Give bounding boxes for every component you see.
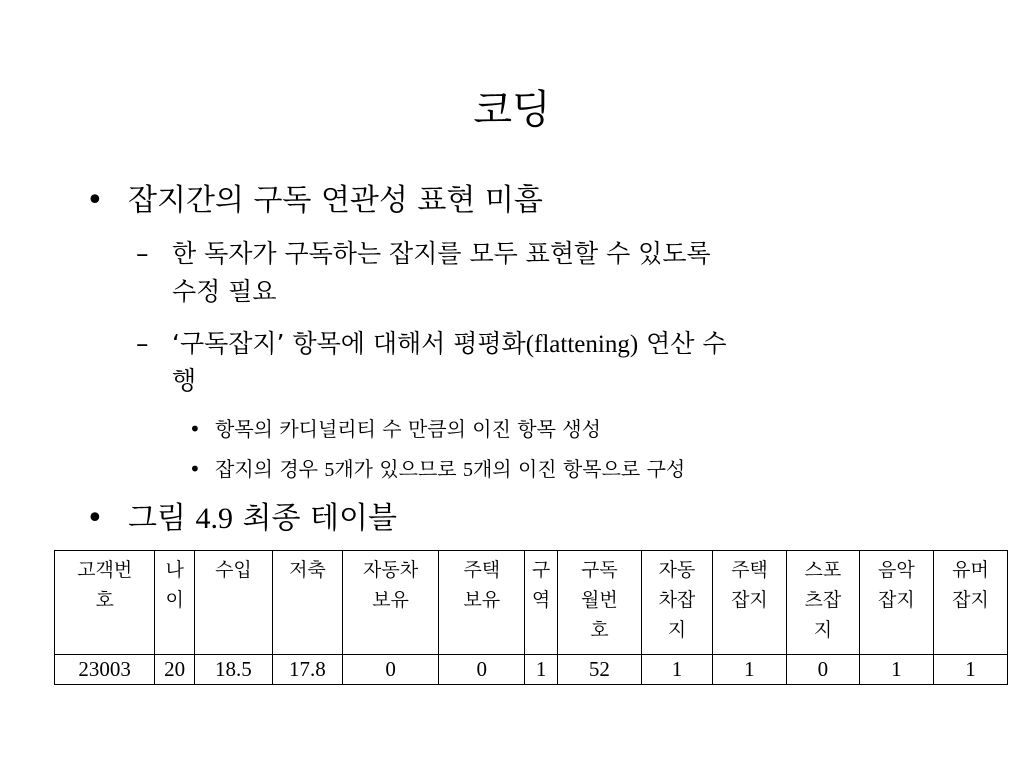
- table-header-cell: [557, 551, 641, 655]
- header-line: 잡지: [952, 589, 989, 611]
- header-line: 보유: [463, 589, 501, 611]
- sub-bullet-text-part: ‘구독잡지’ 항목에 대해서 평평화: [172, 329, 526, 358]
- table-cell: 1: [641, 655, 712, 685]
- header-line: 차잡: [658, 589, 696, 611]
- bullet-marker: •: [86, 501, 104, 536]
- sub-bullet-marker: –: [136, 239, 149, 268]
- table-header-cell: [525, 551, 557, 655]
- header-line: 자동: [658, 559, 696, 581]
- bullet-text-magazine-relation: 잡지간의 구독 연관성 표현 미흡: [128, 183, 543, 218]
- sub-sub-bullet-marker: •: [189, 417, 201, 441]
- table-cell: 0: [439, 655, 525, 685]
- sub-bullet-text-line2: 수정 필요: [172, 277, 277, 306]
- bullet-text-final-table: [128, 499, 397, 539]
- sub-sub-bullet-text-cardinality: 항목의 카디널리티 수 만큼의 이진 항목 생성: [215, 417, 601, 441]
- header-line: 잡지: [731, 589, 768, 611]
- header-line: 지: [667, 619, 687, 641]
- number: 5: [324, 459, 335, 481]
- sub-bullet-text-line1: 한 독자가 구독하는 잡지를 모두 표현할 수 있도록: [172, 239, 711, 268]
- header-line: 저축: [289, 559, 326, 581]
- table-cell: 0: [342, 655, 438, 685]
- table-header-cell: [641, 551, 712, 655]
- header-line: 역: [531, 589, 551, 611]
- header-line: 구독: [581, 559, 618, 581]
- table-cell: 1: [933, 655, 1007, 685]
- table-cell: 52: [557, 655, 641, 685]
- table-header-row: [55, 551, 1008, 655]
- header-line: 고객번: [77, 559, 133, 581]
- header-line: 호: [95, 589, 114, 611]
- table-cell: 20: [155, 655, 195, 685]
- sub-bullet-marker: –: [136, 329, 149, 358]
- table-header-cell: [194, 551, 272, 655]
- header-line: 보유: [372, 589, 409, 611]
- header-line: 유머: [952, 559, 989, 581]
- table-cell: 18.5: [194, 655, 272, 685]
- header-line: 츠잡: [804, 589, 842, 611]
- header-line: 지: [813, 619, 833, 641]
- table-cell: 1: [859, 655, 933, 685]
- header-line: 월번: [581, 589, 618, 611]
- sub-bullet-text-part: 연산 수: [638, 329, 727, 358]
- sub-sub-bullet-text-binary-items: [215, 455, 685, 484]
- table-header-cell: [786, 551, 859, 655]
- table-row: [55, 655, 1008, 685]
- number: 5: [462, 459, 473, 481]
- table-cell: 17.8: [272, 655, 342, 685]
- text-part: 잡지의 경우: [215, 457, 325, 481]
- header-line: 나: [165, 559, 184, 581]
- final-table: [54, 550, 1008, 685]
- header-line: 잡지: [878, 589, 915, 611]
- header-line: 자동차: [363, 559, 419, 581]
- header-line: 이: [165, 589, 184, 611]
- table-header-cell: [712, 551, 786, 655]
- sub-sub-bullet-marker: •: [189, 457, 201, 481]
- table-header-cell: [439, 551, 525, 655]
- table-cell: 0: [786, 655, 859, 685]
- bullet-marker: •: [86, 183, 104, 218]
- figure-number: 4.9: [195, 502, 233, 535]
- table-header-cell: [342, 551, 438, 655]
- table-header-cell: [55, 551, 155, 655]
- slide-title: 코딩: [473, 87, 551, 133]
- sub-bullet-text-line2: 행: [172, 366, 197, 395]
- header-line: 호: [590, 619, 609, 641]
- table-cell: 1: [712, 655, 786, 685]
- header-line: 스포: [804, 559, 842, 581]
- text-part: 개가 있으므로: [334, 457, 463, 481]
- table-header-cell: [272, 551, 342, 655]
- header-line: 주택: [731, 559, 768, 581]
- text-part: 그림: [128, 501, 196, 536]
- text-part: 개의 이진 항목으로 구성: [472, 457, 686, 481]
- sub-bullet-text-flattening: [172, 326, 727, 363]
- header-line: 구: [531, 559, 551, 581]
- header-line: 수입: [215, 559, 252, 581]
- table-cell: 23003: [55, 655, 155, 685]
- header-line: 주택: [463, 559, 501, 581]
- table-cell: 1: [525, 655, 557, 685]
- table-header-cell: [933, 551, 1007, 655]
- header-line: 음악: [878, 559, 915, 581]
- flattening-term: (flattening): [525, 331, 639, 358]
- text-part: 최종 테이블: [233, 501, 397, 536]
- table-header-cell: [859, 551, 933, 655]
- table-header-cell: [155, 551, 195, 655]
